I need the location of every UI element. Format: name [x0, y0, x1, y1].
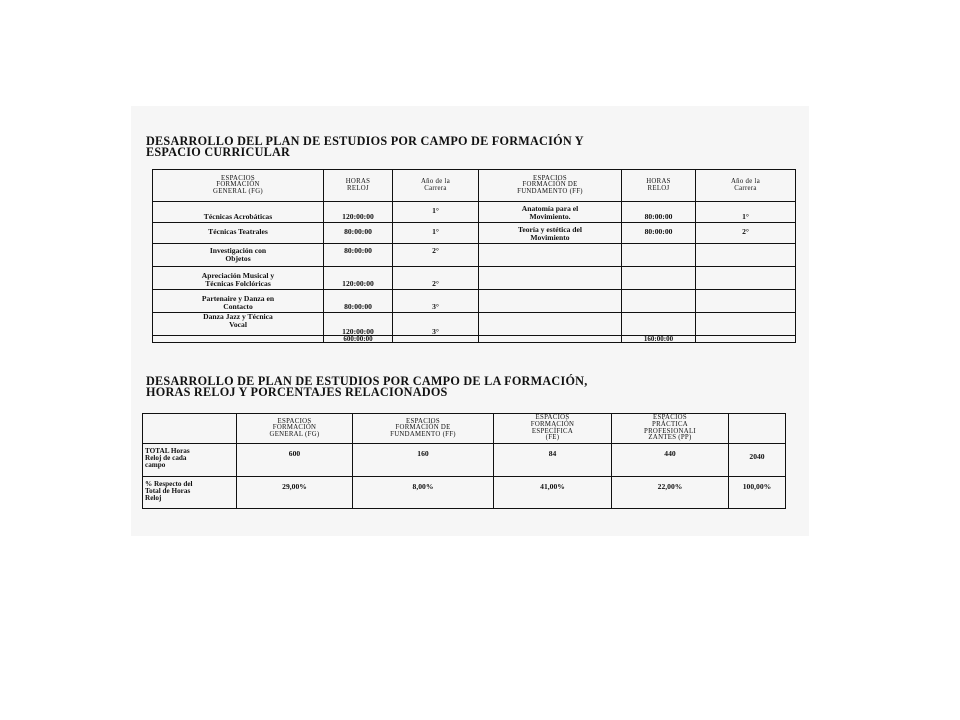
total-cell-espacio-ff — [479, 336, 622, 343]
cell-anio-ff: 2° — [696, 223, 796, 244]
header-espacios-ff: ESPACIOS FORMACIÓN DE FUNDAMENTO (FF) — [479, 170, 622, 202]
cell-horas-fg: 80:00:00 — [324, 223, 393, 244]
cell-anio-fg: 2° — [393, 267, 479, 290]
header-blank-total — [729, 414, 786, 444]
value-fg: 29,00% — [237, 477, 353, 509]
total-cell-espacio-fg — [153, 336, 324, 343]
value-fe: 41,00% — [494, 477, 612, 509]
row-label-total-horas: TOTAL Horas Reloj de cada campo — [143, 444, 237, 477]
header-espacios-ff: ESPACIOS FORMACIÓN DE FUNDAMENTO (FF) — [353, 414, 494, 444]
table-row — [143, 477, 786, 509]
cell-anio-fg: 3° — [393, 290, 479, 313]
cell-espacio-fg: Danza Jazz y Técnica Vocal — [153, 313, 324, 336]
cell-horas-fg: 120:00:00 — [324, 202, 393, 223]
table-row — [153, 290, 796, 313]
cell-horas-fg: 80:00:00 — [324, 290, 393, 313]
value-ff: 8,00% — [353, 477, 494, 509]
scanned-page — [131, 106, 809, 536]
cell-espacio-ff: Teoría y estética del Movimiento — [479, 223, 622, 244]
total-cell-anio-ff — [696, 336, 796, 343]
total-horas-fg: 600:00:00 — [324, 336, 393, 343]
section-title-hours-percentages: DESARROLLO DE PLAN DE ESTUDIOS POR CAMPO DE LA FORMACIÓN, HORAS RELOJ Y PORCENTAJES RELACIONADOS — [146, 374, 588, 399]
cell-espacio-fg: Apreciación Musical y Técnicas Folclóricas — [153, 267, 324, 290]
cell-horas-fg: 80:00:00 — [324, 244, 393, 267]
totals-row — [153, 336, 796, 343]
table-row — [153, 223, 796, 244]
table-row — [153, 244, 796, 267]
value-total: 2040 — [729, 444, 786, 477]
cell-espacio-fg: Partenaire y Danza en Contacto — [153, 290, 324, 313]
cell-espacio-fg: Técnicas Acrobáticas — [153, 202, 324, 223]
cell-anio-ff — [696, 290, 796, 313]
table-row — [153, 202, 796, 223]
table-header-row — [153, 170, 796, 202]
header-espacios-fe: ESPACIOS FORMACIÓN ESPECÍFICA (FE) — [494, 414, 612, 444]
cell-espacio-ff — [479, 313, 622, 336]
table-header-row — [143, 414, 786, 444]
cell-horas-fg: 120:00:00 — [324, 313, 393, 336]
cell-horas-fg: 120:00:00 — [324, 267, 393, 290]
table-row — [143, 444, 786, 477]
hours-percentages-table — [142, 413, 786, 509]
total-cell-anio-fg — [393, 336, 479, 343]
cell-anio-ff — [696, 313, 796, 336]
header-espacios-fg: ESPACIOS FORMACIÓN GENERAL (FG) — [153, 170, 324, 202]
header-anio-carrera-fg: Año de la Carrera — [393, 170, 479, 202]
cell-espacio-ff — [479, 267, 622, 290]
cell-horas-ff: 80:00:00 — [622, 202, 696, 223]
cell-anio-fg: 2° — [393, 244, 479, 267]
row-label-porcentaje: % Respecto del Total de Horas Reloj — [143, 477, 237, 509]
cell-anio-fg: 3° — [393, 313, 479, 336]
header-horas-reloj-fg: HORAS RELOJ — [324, 170, 393, 202]
cell-anio-fg: 1° — [393, 223, 479, 244]
cell-espacio-fg: Técnicas Teatrales — [153, 223, 324, 244]
cell-horas-ff — [622, 313, 696, 336]
header-espacios-fg: ESPACIOS FORMACIÓN GENERAL (FG) — [237, 414, 353, 444]
value-pp: 440 — [612, 444, 729, 477]
table-row — [153, 313, 796, 336]
value-fg: 600 — [237, 444, 353, 477]
value-total: 100,00% — [729, 477, 786, 509]
cell-anio-ff: 1° — [696, 202, 796, 223]
cell-espacio-fg: Investigación con Objetos — [153, 244, 324, 267]
cell-espacio-ff — [479, 244, 622, 267]
cell-espacio-ff: Anatomía para el Movimiento. — [479, 202, 622, 223]
cell-espacio-ff — [479, 290, 622, 313]
header-espacios-pp: ESPACIOS PRÁCTICA PROFESIONALI ZANTES (PP) — [612, 414, 729, 444]
header-blank-corner — [143, 414, 237, 444]
cell-anio-ff — [696, 244, 796, 267]
header-horas-reloj-ff: HORAS RELOJ — [622, 170, 696, 202]
cell-horas-ff: 80:00:00 — [622, 223, 696, 244]
value-fe: 84 — [494, 444, 612, 477]
cell-anio-fg: 1° — [393, 202, 479, 223]
section-title-plan-by-space: DESARROLLO DEL PLAN DE ESTUDIOS POR CAMPO DE FORMACIÓN Y ESPACIO CURRICULAR — [146, 134, 584, 159]
cell-horas-ff — [622, 267, 696, 290]
cell-horas-ff — [622, 244, 696, 267]
curriculum-spaces-table — [152, 169, 796, 343]
value-ff: 160 — [353, 444, 494, 477]
total-horas-ff: 160:00:00 — [622, 336, 696, 343]
cell-horas-ff — [622, 290, 696, 313]
header-anio-carrera-ff: Año de la Carrera — [696, 170, 796, 202]
cell-anio-ff — [696, 267, 796, 290]
table-row — [153, 267, 796, 290]
value-pp: 22,00% — [612, 477, 729, 509]
